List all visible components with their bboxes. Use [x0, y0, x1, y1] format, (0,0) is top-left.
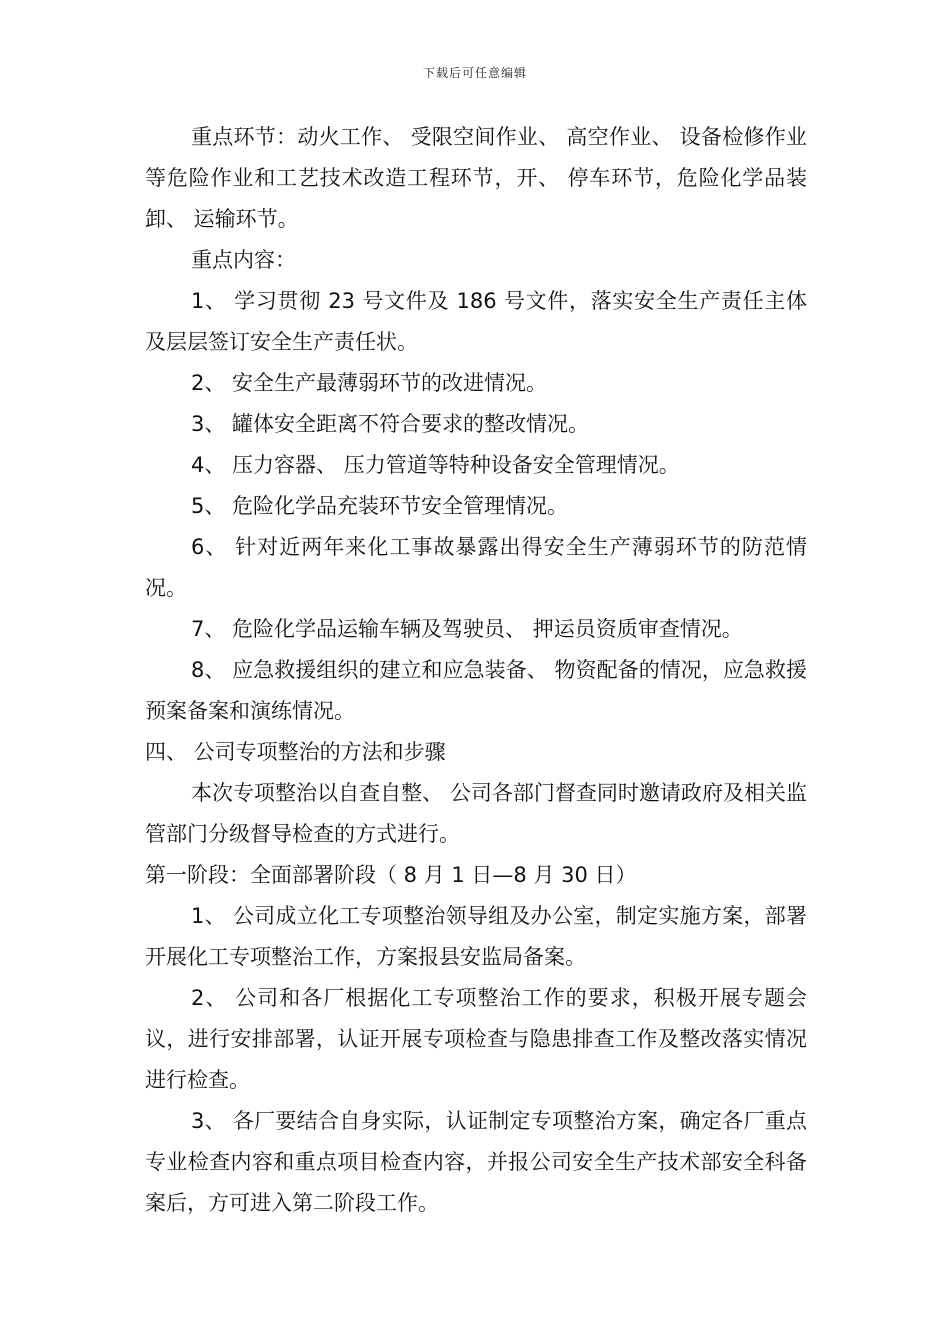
- stage-item-2: 2、 公司和各厂根据化工专项整治工作的要求，积极开展专题会议，进行安排部署，认证开展专项检查与隐患排查工作及整改落实情况进行检查。: [145, 986, 807, 1092]
- list-item-4: 4、 压力容器、 压力管道等特种设备安全管理情况。: [191, 453, 680, 477]
- stage-one-heading: 第一阶段：全面部署阶段（ 8 月 1 日—8 月 30 日）: [145, 863, 637, 887]
- page-header-note: 下载后可任意编辑: [422, 66, 527, 80]
- section-heading-four: 四、 公司专项整治的方法和步骤: [145, 740, 446, 764]
- paragraph-key-links: 重点环节：动火工作、 受限空间作业、 高空作业、 设备检修作业等危险作业和工艺技术改造工程环节，开、 停车环节，危险化学品装卸、 运输环节。: [145, 125, 807, 231]
- list-item-3: 3、 罐体安全距离不符合要求的整改情况。: [191, 412, 590, 436]
- list-item-8: 8、 应急救援组织的建立和应急装备、 物资配备的情况，应急救援预案备案和演练情况。: [145, 658, 807, 723]
- list-item-5: 5、 危险化学品充装环节安全管理情况。: [191, 494, 569, 518]
- list-item-6: 6、 针对近两年来化工事故暴露出得安全生产薄弱环节的防范情况。: [145, 535, 807, 600]
- list-item-1: 1、 学习贯彻 23 号文件及 186 号文件，落实安全生产责任主体及层层签订安全生产责任状。: [145, 289, 807, 354]
- paragraph-key-content-heading: 重点内容：: [191, 248, 296, 272]
- list-item-2: 2、 安全生产最薄弱环节的改进情况。: [191, 371, 548, 395]
- stage-item-1: 1、 公司成立化工专项整治领导组及办公室，制定实施方案，部署开展化工专项整治工作，方案报县安监局备案。: [145, 904, 807, 969]
- stage-item-3: 3、 各厂要结合自身实际，认证制定专项整治方案，确定各厂重点专业检查内容和重点项目检查内容，并报公司安全生产技术部安全科备案后，方可进入第二阶段工作。: [145, 1109, 807, 1215]
- paragraph-method: 本次专项整治以自查自整、 公司各部门督查同时邀请政府及相关监管部门分级督导检查的方式进行。: [145, 781, 807, 846]
- list-item-7: 7、 危险化学品运输车辆及驾驶员、 押运员资质审查情况。: [191, 617, 743, 641]
- document-body: [145, 117, 807, 1224]
